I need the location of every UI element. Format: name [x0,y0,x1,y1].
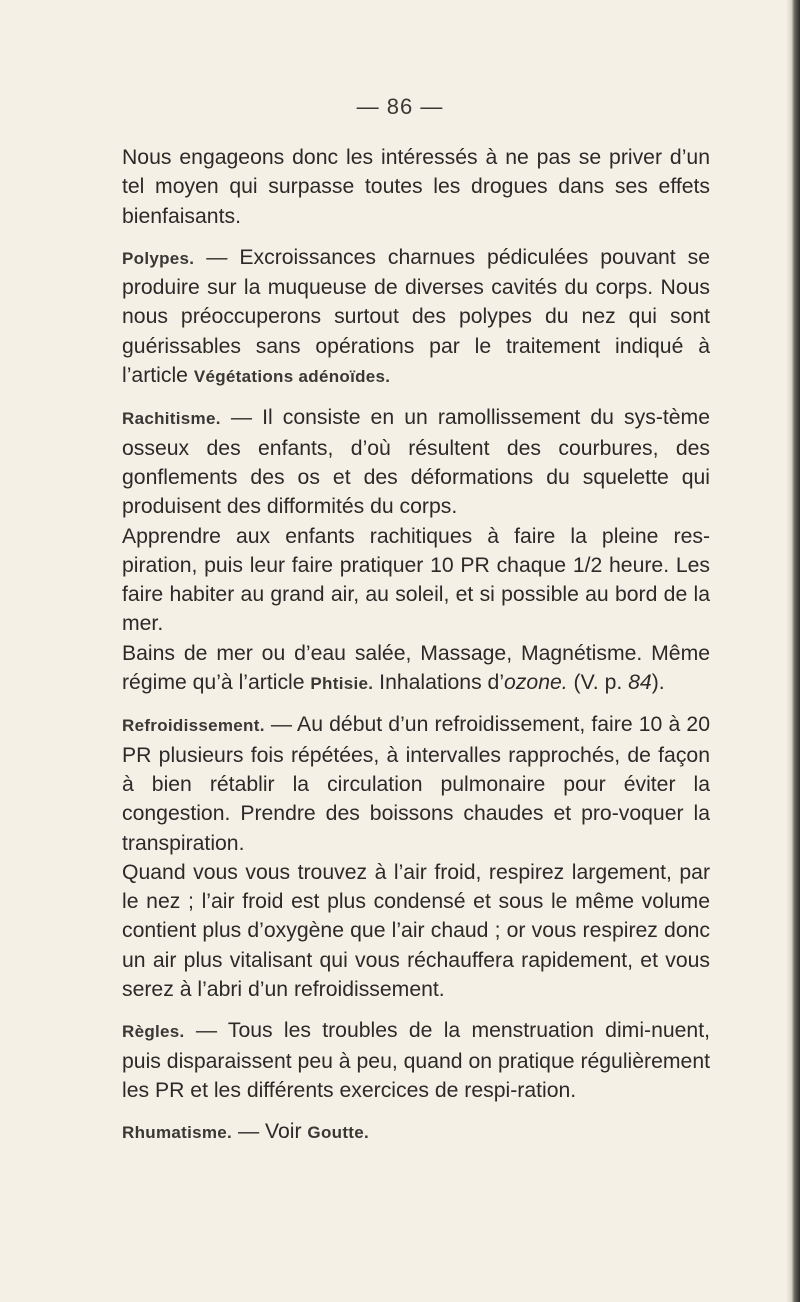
italic-text: ozone. [504,671,568,695]
entry-term: Règles. [122,1022,185,1042]
page-reference: 84 [628,671,652,695]
paragraph-text: Quand vous vous trouvez à l’air froid, respirez largement, par le nez ; l’air froid est plus condensé et sous le même volume contient plus d’oxygène que l’air chaud ; or vous respirez donc un air plus vitalisant qui vous réchauffera rapidement, et vous serez à l’abri d’un refroidissement. [122,860,710,1002]
paragraph-text: Apprendre aux enfants rachitiques à faire la pleine res-piration, puis leur faire pratiquer 10 PR chaque 1/2 heure. Les faire habiter au grand air, au soleil, et si possible au bord de la mer. [122,524,710,636]
entry-text: — Voir [232,1120,308,1144]
paragraph-intro [122,143,710,231]
paragraph-text: Bains de mer ou d’eau salée, Massage, Magnétisme. Même régime qu’à l’article [122,641,710,695]
cross-reference: Végétations adénoïdes. [193,367,391,387]
paragraph-rachitisme-treatment [122,522,710,639]
entry-text: — Excroissances charnues pédiculées pouvant se produire sur la muqueuse de diverses cavités du corps. Nous nous préoccuperons surtout des polypes du nez qui sont guérissables sans opérations par le traitement indiqué à l’article [122,245,710,388]
cross-reference: Phtisie. [310,674,374,694]
entry-text: — Il consiste en un ramollissement du sys-tème osseux des enfants, d’où résultent des courbures, des gonflements des os et des déformations du squelette qui produisent des difformités du corps. [122,406,710,519]
page-body [122,143,710,1148]
paragraph-text: Nous engageons donc les intéressés à ne pas se priver d’un tel moyen qui surpasse toutes les drogues dans ses effets bienfaisants. [122,146,710,228]
paragraph-rachitisme-baths [122,639,710,699]
entry-text: — Tous les troubles de la menstruation dimi-nuent, puis disparaissent peu à peu, quand on pratique régulièrement les PR et les différents exercices de respi-ration. [122,1019,710,1102]
entry-polypes [122,243,710,391]
entry-term: Refroidissement. [122,716,265,736]
entry-rachitisme [122,403,710,521]
page-binding-edge [786,0,800,1302]
paragraph-refroidissement-advice [122,858,710,1004]
entry-term: Polypes. [122,248,195,268]
entry-term: Rachitisme. [122,409,221,429]
entry-regles [122,1016,710,1105]
paragraph-text: ). [651,671,665,695]
paragraph-text: Inhalations d’ [373,671,505,695]
entry-term: Rhumatisme. [122,1123,233,1143]
cross-reference: Goutte. [307,1123,370,1143]
paragraph-text: (V. p. [567,671,629,695]
entry-text: — Au début d’un refroidissement, faire 10 à 20 PR plusieurs fois répétées, à intervalles rapprochés, de façon à bien rétablir la circulation pulmonaire pour éviter la congestion. Prendre des boissons chaudes et pro-voquer la transpiration. [122,713,710,855]
entry-rhumatisme [122,1117,710,1147]
entry-refroidissement [122,710,710,857]
page-number: — 86 — [356,94,444,119]
